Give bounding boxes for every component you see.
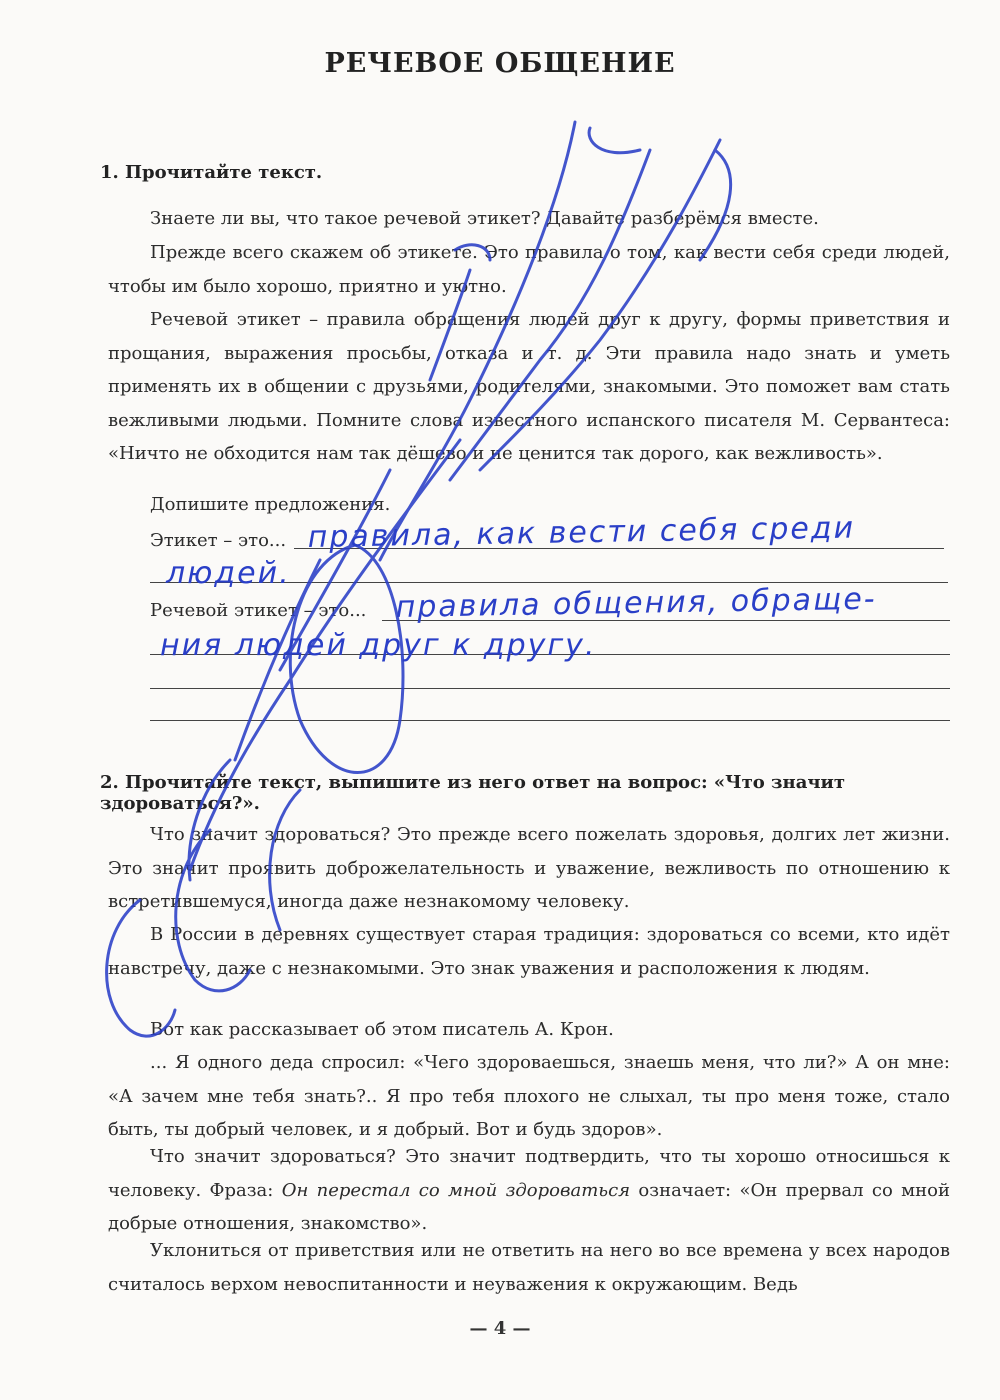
label-rech-etiket: Речевой этикет – это... <box>150 600 367 621</box>
handwritten-answer: людей. <box>166 556 291 591</box>
handwritten-answer: ния людей друг к другу. <box>160 628 597 663</box>
text-run: Что значит здороваться? Это значит подтвердить, что ты хорошо относишься к человеку. Фраза: <box>108 1146 950 1201</box>
page-number: — 4 — <box>469 1318 531 1339</box>
task-1-heading: 1. Прочитайте текст. <box>100 162 323 183</box>
task-2-paragraph-5 <box>108 1140 950 1241</box>
task-1-paragraph-1: Знаете ли вы, что такое речевой этикет? Давайте разберёмся вместе. <box>150 208 819 229</box>
label-etiket: Этикет – это... <box>150 530 287 551</box>
answer-line[interactable] <box>150 688 950 689</box>
handwritten-answer: правила общения, обраще- <box>395 581 877 625</box>
task-2-paragraph-6: Уклониться от приветствия или не ответить на него во все времена у всех народов считалось верхом невоспитанности и неуважения к окружающим. Ведь <box>108 1240 950 1295</box>
page-title: РЕЧЕВОЕ ОБЩЕНИЕ <box>324 48 676 79</box>
task-1-instruction: Допишите предложения. <box>150 494 391 515</box>
task-2-heading: 2. Прочитайте текст, выпишите из него ответ на вопрос: «Что значит здороваться?». <box>100 772 846 814</box>
handwritten-answer: правила, как вести себя среди <box>307 510 856 555</box>
task-1-paragraph-3: Речевой этикет – правила обращения людей друг к другу, формы приветствия и прощания, выражения просьбы, отказа и т. д. Эти правила надо знать и уметь применять их в общении с друзьями, родителями, знакомыми. Это поможет вам стать вежливыми людьми. Помните слова известного испанского писателя М. Сервантеса: «Ничто не обходится нам так дёшево и не ценится так дорого, как вежливость». <box>108 309 950 465</box>
task-2-paragraph-2: В России в деревнях существует старая традиция: здороваться со всеми, кто идёт навстречу, даже с незнакомыми. Это знак уважения и расположения к людям. <box>108 924 950 979</box>
task-1-paragraph-2: Прежде всего скажем об этикете. Это правила о том, как вести себя среди людей, чтобы им было хорошо, приятно и уютно. <box>108 242 950 297</box>
text-run: означает: «Он прервал со мной добрые отношения, знакомство». <box>108 1179 951 1235</box>
task-2-paragraph-4: ... Я одного деда спросил: «Чего здороваешься, знаешь меня, что ли?» А он мне: «А зачем мне тебя знать?.. Я про тебя плохого не слыхал, ты про меня тоже, стало быть, ты добрый человек, и я добрый. Вот и будь здоров». <box>108 1052 950 1141</box>
task-2-paragraph-1: Что значит здороваться? Это прежде всего пожелать здоровья, долгих лет жизни. Это значит проявить доброжелательность и уважение, вежливость по отношению к встретившемуся, иногда даже незнакомому человеку. <box>108 824 950 913</box>
answer-line[interactable] <box>150 720 950 721</box>
italic-phrase: Он перестал со мной здороваться <box>281 1179 631 1201</box>
task-2-paragraph-3: Вот как рассказывает об этом писатель А. Крон. <box>150 1019 614 1040</box>
